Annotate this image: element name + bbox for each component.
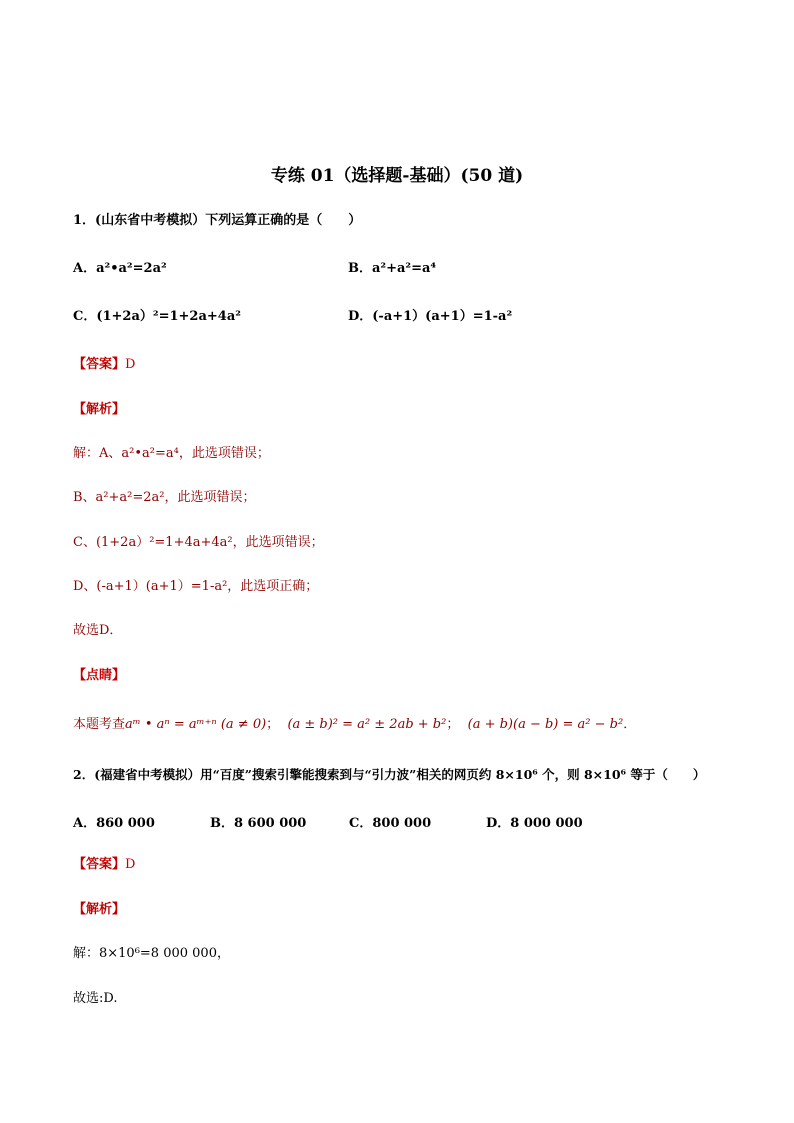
question-1-stem: 1．(山东省中考模拟）下列运算正确的是（ ） xyxy=(73,213,362,228)
question-1-analysis-tag: 【解析】 xyxy=(73,402,126,417)
answer-value: D xyxy=(125,857,136,872)
question-1-answer xyxy=(73,356,135,374)
question-1-option-d: D．(-a+1）(a+1）=1-a² xyxy=(348,309,513,324)
question-1-option-b: B．a²+a²=a⁴ xyxy=(348,261,437,276)
comment-separator-2: ； xyxy=(446,717,460,732)
comment-separator-1: ； xyxy=(266,717,280,732)
question-1-solution-line-2: B、a²+a²=2a²，此选项错误； xyxy=(73,490,256,505)
question-1-solution-line-5: 故选D． xyxy=(73,623,123,638)
comment-prefix: 本题考查 xyxy=(73,717,126,732)
question-1-solution-line-1: 解：A、a²•a²=a⁴，此选项错误； xyxy=(73,446,270,461)
question-2-stem: 2．(福建省中考模拟）用“百度”搜索引擎能搜索到与“引力波”相关的网页约 8×10⁶ 个，则 8×10⁶ 等于（ ） xyxy=(73,767,706,782)
question-2-answer xyxy=(73,856,135,874)
answer-tag: 【答案】 xyxy=(73,857,126,872)
question-2-option-d: D．8 000 000 xyxy=(486,816,583,831)
question-1-comment-tag: 【点睛】 xyxy=(73,668,126,683)
question-1-option-c: C．(1+2a）²=1+2a+4a² xyxy=(73,309,241,324)
comment-formula-3: (a + b)(a − b) = a² − b² xyxy=(467,717,624,732)
question-2-solution-line-1: 解：8×10⁶=8 000 000， xyxy=(73,946,230,961)
question-2-option-a: A．860 000 xyxy=(73,816,155,831)
comment-end: ． xyxy=(623,717,637,732)
question-2-option-c: C．800 000 xyxy=(349,816,432,831)
question-2-analysis-tag: 【解析】 xyxy=(73,902,126,917)
answer-tag: 【答案】 xyxy=(73,357,126,372)
question-1-solution-line-3: C、(1+2a）²=1+4a+4a²，此选项错误； xyxy=(73,535,324,550)
comment-formula-2: (a ± b)² = a² ± 2ab + b² xyxy=(287,717,447,732)
question-2-solution-line-2: 故选:D. xyxy=(73,991,118,1006)
page-title: 专练 01（选择题-基础）(50 道) xyxy=(270,166,524,186)
question-1-solution-line-4: D、(-a+1）(a+1）=1-a²，此选项正确； xyxy=(73,579,319,594)
question-1-comment xyxy=(73,716,636,734)
comment-formula-1: aᵐ • aⁿ = aᵐ⁺ⁿ (a ≠ 0) xyxy=(125,717,267,732)
answer-value: D xyxy=(125,357,136,372)
question-2-option-b: B．8 600 000 xyxy=(210,816,307,831)
question-1-option-a: A．a²•a²=2a² xyxy=(73,261,167,276)
